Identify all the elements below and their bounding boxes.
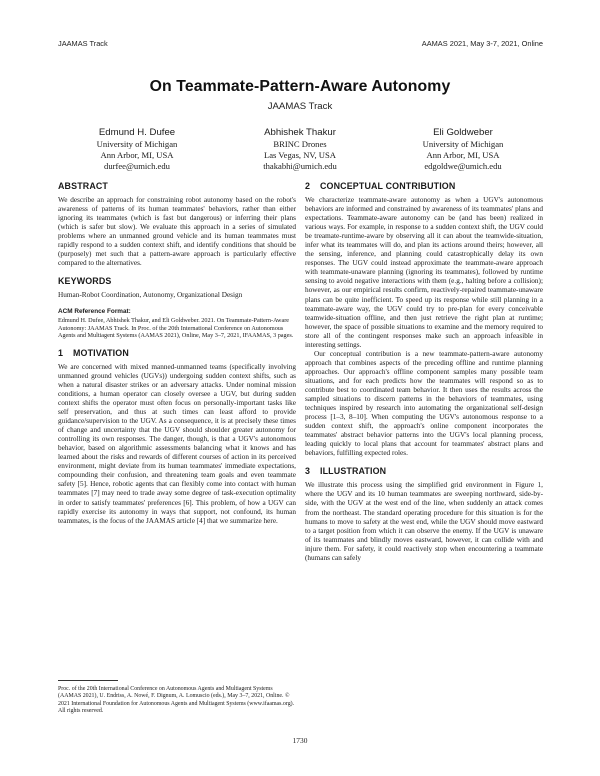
- author-block: [215, 127, 385, 171]
- section-heading: [58, 348, 296, 359]
- running-header-left: JAAMAS Track: [58, 39, 108, 48]
- footnote-rule: [58, 680, 118, 681]
- section-number: 1: [58, 347, 64, 358]
- paper-subtitle: JAAMAS Track: [267, 101, 333, 112]
- acm-reference: [58, 308, 296, 339]
- conceptual-paragraph: We characterize teammate-aware autonomy as when a UGV's autonomous behaviors are informed and constrained by awareness of its teammates' plans and expectations. Teammate-aware autonomy can be (and has been) realized in various ways. For example, in response to a sudden context shift, the UGV could be treamate-runtime-aware by observing all it can about the teamwide-situation, infer what its teammates will do, and plan its actions around theirs; however, all the sensing, inference, and planning could catastrophically delay its own responses. The UGV could instead approximate the teammate-aware approach with teammate-unaware planning (ignoring its teammates), followed by runtime sensing to avoid negative interactions with them (e.g., halting before a collision); however, as our empirical results confirm, reactively-repaired teammate-unaware plans can be quite inefficient. To speed up its response while still planning in a teammate-aware way, the UGV could try to pre-plan for every conceivable teamwide-situation offline, and then just retrieve the right plan at runtime; however, the space of possible situations to examine and the memory required to store all of the contingent responses make such an approach infeasible in interesting settings.: [305, 196, 543, 349]
- author-org: University of Michigan: [96, 139, 178, 149]
- section-title: MOTIVATION: [73, 347, 129, 358]
- author-email: edgoldwe@umich.edu: [424, 160, 502, 171]
- right-column: [305, 181, 543, 563]
- author-org: University of Michigan: [422, 139, 504, 149]
- author-org: BRINC Drones: [273, 139, 327, 149]
- section-number: 3: [305, 466, 311, 477]
- motivation-paragraph: We are concerned with mixed manned-unmanned teams (specifically involving unmanned ground vehicles (UGVs)) undergoing sudden context shifts, such as when a natural disaster strikes or an adversary attacks. Under nominal mission conditions, a human operator can closely oversee a UGV, but during sudden context shifts the operator must often focus on personally-important tasks like self preservation, and thus at such times can least afford to provide guidance/supervision to the UGV. As a consequence, it is at precisely these times of change and uncertainty that the UGV should shoulder greater autonomy for controlling its own responses. The danger, though, is that a UGV's autonomous behavior, based on algorithmic assessments balancing what it knows and has learned about the risks and rewards of different courses of action in its perceived environment, might deviate from its human teammates' immediate expectations, compounding their confusion, and threatening team goals and even teammate safety [5]. Hence, robotic agents that can flexibly come into contact with human teammates [7] may need to trade away some degree of task-execution optimality in order to satisfy teammates' preferences [6]. This problem, of how a UGV can rapidly exercise its autonomy in ways that support, not confound, its human teammates, is the focus of the JAAMAS article [4] that we summarize here.: [58, 362, 296, 525]
- abstract-text: We describe an approach for constraining robot autonomy based on the robot's awareness of patterns of its human teammates' behaviors, rather than either ignoring its teammates (which is fast but dangerous) or inferring their plans (which is safer but slow). We evaluate this approach in a series of simulated problems where an unmanned ground vehicle and its human teammates must rapidly respond to a sudden context shift, and identify conditions that should be (purposely) met such that a pattern-aware approach is particularly effective compared to the alternatives.: [58, 196, 296, 268]
- left-column: [58, 181, 296, 526]
- author-name: Abhishek Thakur: [264, 127, 336, 138]
- acm-reference-label: ACM Reference Format:: [58, 308, 131, 316]
- abstract-heading: ABSTRACT: [58, 181, 109, 191]
- section-heading: [305, 181, 543, 192]
- author-name: Eli Goldweber: [433, 127, 493, 138]
- section-heading: [305, 466, 543, 477]
- page-number: 1730: [292, 736, 308, 745]
- author-name: Edmund H. Dufee: [98, 127, 176, 138]
- keywords-heading: KEYWORDS: [58, 276, 112, 287]
- conceptual-paragraph: Our conceptual contribution is a new teammate-pattern-aware autonomy approach that combines aspects of the preceding offline and runtime planning approaches. Our approach's offline component samples many possible team situations, and for each predicts how the teammates will respond so as to contribute best to coordinated team behavior. It then uses the results across the sampled situations to discern patterns in the behaviors of teammates, using techniques inspired by research into automating the organizational self-design process [1–3, 8–10]. When computing the UGV's autonomous response to a sudden context shift, the approach's online component incorporates the teammates' abstract behavior patterns into the UGV's local planning process, leading quickly to local plans that account for teammates' abstract plans and behaviors, fulfilling expected roles.: [305, 349, 543, 458]
- author-email: thakabhi@umich.edu: [263, 160, 337, 171]
- author-block: [378, 127, 548, 171]
- footnote: Proc. of the 20th International Conference on Autonomous Agents and Multiagent Systems (AAMAS 2021), U. Endriss, A. Nowé, F. Dignum, A. Lomuscio (eds.), May 3–7, 2021, Online. © 2021 International Foundation for Autonomous Agents and Multiagent Systems (www.ifaamas.org). All rights reserved.: [58, 686, 295, 714]
- paper-title: On Teammate-Pattern-Aware Autonomy: [149, 78, 451, 95]
- illustration-paragraph: We illustrate this process using the simplified grid environment in Figure 1, where the UGV and its 10 human teammates are sweeping northward, side-by-side, with the UGV at the west end of the line, when suddenly an attack comes from the northeast. The standard operating procedure for this situation is for the humans to move to safety at the west end, while the UGV should move eastward to a target position from which it can observe the enemy. If the UGV is unaware of its teammates and blindly moves eastward, however, it can collide with and injure them. For safety, it could reactively stop when encountering a teammate (humans can safely: [305, 481, 543, 562]
- section-number: 2: [305, 181, 311, 191]
- section-title: ILLUSTRATION: [320, 466, 387, 477]
- author-location: Ann Arbor, MI, USA: [426, 149, 500, 160]
- author-email: durfee@umich.edu: [104, 160, 170, 171]
- author-location: Ann Arbor, MI, USA: [100, 149, 174, 160]
- running-header-right: AAMAS 2021, May 3-7, 2021, Online: [421, 39, 543, 48]
- keywords-text: Human-Robot Coordination, Autonomy, Organizational Design: [58, 291, 243, 300]
- section-title: CONCEPTUAL CONTRIBUTION: [320, 181, 456, 191]
- author-location: Las Vegas, NV, USA: [263, 149, 336, 160]
- acm-reference-text: Edmund H. Dufee, Abhishek Thakur, and Eli Goldweber. 2021. On Teammate-Pattern-Aware Autonomy: JAAMAS Track. In Proc. of the 20th International Conference on Autonomous Agents and Multiagent Systems (AAMAS 2021), Online, May 3–7, 2021, IFAAMAS, 3 pages.: [58, 317, 294, 340]
- author-block: [52, 127, 222, 171]
